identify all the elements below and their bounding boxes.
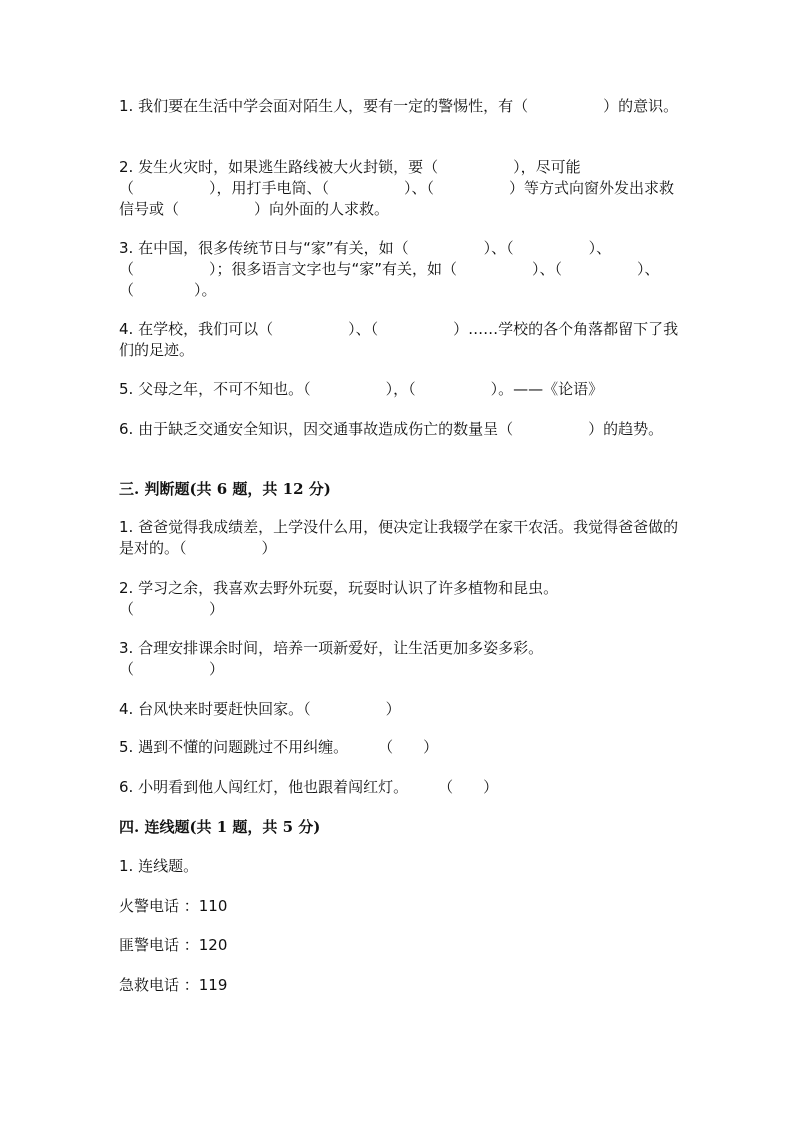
true-false-item-4: 4. 台风快来时要赶快回家。（ ） (119, 700, 401, 718)
matching-pair-fire: 火警电话 ：110 (119, 897, 228, 915)
fill-blank-item-2: 2. 发生火灾时，如果逃生路线被大火封锁，要（ ），尽可能（ ），用打手电筒、（ ）、（ ）等方式向窗外发出求救信号或（ ）向外面的人求救。 (119, 158, 675, 218)
matching-pair-ambulance: 急救电话 ：119 (119, 976, 228, 994)
fill-blank-item-6: 6. 由于缺乏交通安全知识，因交通事故造成伤亡的数量呈（ ）的趋势。 (119, 420, 664, 438)
section-heading-matching: 四. 连线题(共 1 题，共 5 分) (119, 818, 321, 836)
section-heading-true-false: 三. 判断题(共 6 题，共 12 分) (119, 480, 331, 498)
true-false-item-5: 5. 遇到不懂的问题跳过不用纠缠。 （ ） (119, 738, 439, 756)
matching-question: 1. 连线题。 (119, 857, 199, 875)
true-false-item-2: 2. 学习之余，我喜欢去野外玩耍，玩耍时认识了许多植物和昆虫。 （ ） (119, 579, 559, 618)
true-false-item-1: 1. 爸爸觉得我成绩差，上学没什么用，便决定让我辍学在家干农活。我觉得爸爸做的是对的。（ ） (119, 518, 679, 557)
fill-blank-item-4: 4. 在学校，我们可以（ ）、（ ）……学校的各个角落都留下了我们的足迹。 (119, 320, 679, 359)
true-false-item-3: 3. 合理安排课余时间，培养一项新爱好，让生活更加多姿多彩。 （ ） (119, 639, 544, 678)
fill-blank-item-1: 1. 我们要在生活中学会面对陌生人，要有一定的警惕性，有（ ）的意识。 (119, 97, 679, 115)
matching-pair-police: 匪警电话 ：120 (119, 936, 228, 954)
fill-blank-item-3: 3. 在中国，很多传统节日与“家”有关，如（ ）、（ ）、（ ）；很多语言文字也与“家”有关，如（ ）、（ ）、（ ）。 (119, 239, 660, 299)
true-false-item-6: 6. 小明看到他人闯红灯，他也跟着闯红灯。 （ ） (119, 778, 499, 796)
fill-blank-item-5: 5. 父母之年，不可不知也。（ ），（ ）。——《论语》 (119, 380, 604, 398)
